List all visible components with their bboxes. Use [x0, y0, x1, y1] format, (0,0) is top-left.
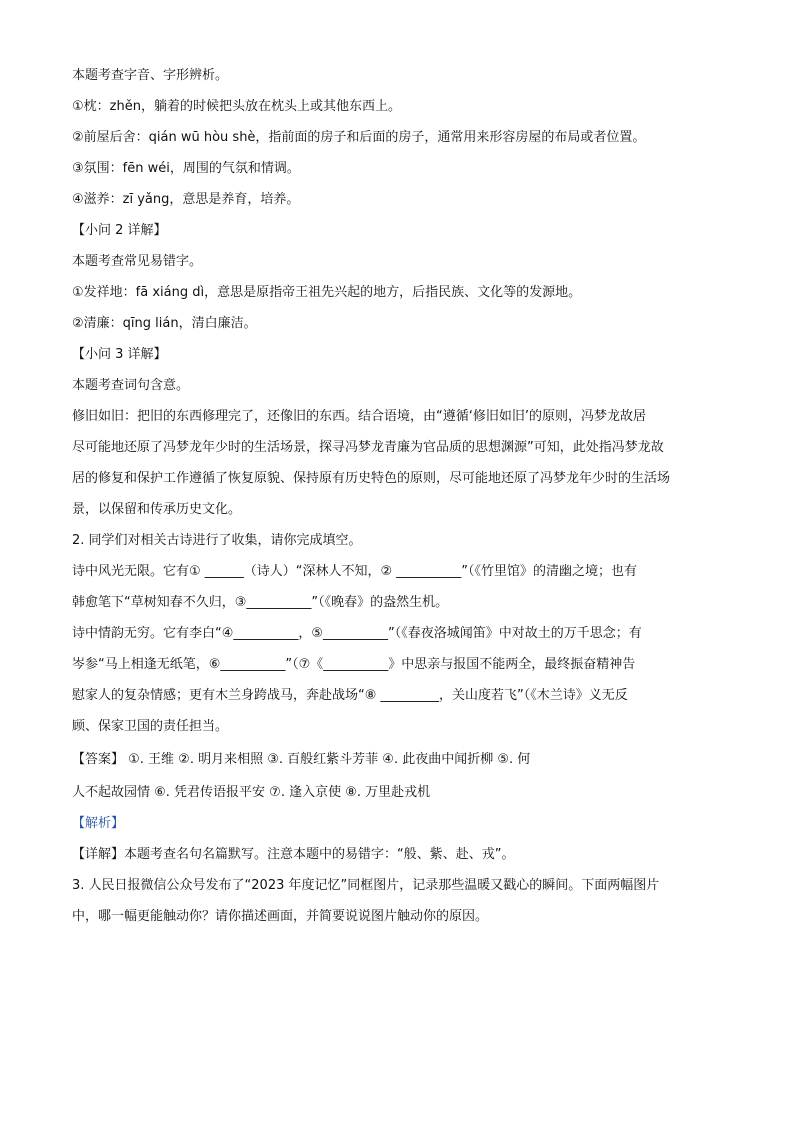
text-line: 顾、保家卫国的责任担当。 — [72, 719, 229, 734]
text-line: 本题考查字音、字形辨析。 — [72, 68, 229, 83]
text-line: ②清廉：qīng lián，清白廉洁。 — [72, 316, 257, 331]
text-line: 尽可能地还原了冯梦龙年少时的生活场景，探寻冯梦龙青廉为官品质的思想渊源”可知，此处指冯梦龙故 — [72, 440, 664, 455]
text-line: ①枕：zhěn，躺着的时候把头放在枕头上或其他东西上。 — [72, 99, 401, 114]
text-line: 慰家人的复杂情感；更有木兰身跨战马，奔赴战场“⑧ _________，关山度若飞”（《木兰诗》义无反 — [72, 688, 628, 703]
text-line: ③氛围：fēn wéi，周围的气氛和情调。 — [72, 161, 300, 176]
question-2: 2. 同学们对相关古诗进行了收集，请你完成填空。 — [72, 533, 362, 548]
text-line: 修旧如旧：把旧的东西修理完了，还像旧的东西。结合语境，由“遵循‘修旧如旧’的原则，冯梦龙故居 — [72, 409, 647, 424]
text-line: ④滋养：zī yǎng，意思是养育，培养。 — [72, 192, 300, 207]
text-line: 景，以保留和传承历史文化。 — [72, 502, 242, 517]
text-line: 本题考查词句含意。 — [72, 378, 190, 393]
text-line: 诗中情韵无穷。它有李白“④__________，⑤__________”（《春夜洛城闻笛》中对故土的万千思念；有 — [72, 626, 642, 641]
text-line: 【详解】本题考查名句名篇默写。注意本题中的易错字：“般、紫、赴、戎”。 — [72, 847, 515, 862]
section-heading: 【小问 2 详解】 — [72, 223, 167, 238]
answer-line: 【答案】 ①. 王维 ②. 明月来相照 ③. 百般红紫斗芳菲 ④. 此夜曲中闻折柳 ⑤. 何 — [72, 752, 531, 767]
answer-line: 人不起故园情 ⑥. 凭君传语报平安 ⑦. 逢入京使 ⑧. 万里赴戎机 — [72, 785, 431, 800]
text-line: ②前屋后舍：qián wū hòu shè，指前面的房子和后面的房子，通常用来形容房屋的布局或者位置。 — [72, 130, 646, 145]
text-line: ①发祥地：fā xiáng dì，意思是原指帝王祖先兴起的地方，后指民族、文化等的发源地。 — [72, 285, 582, 300]
text-line: 本题考查常见易错字。 — [72, 254, 203, 269]
text-line: 韩愈笔下“草树知春不久归，③__________”（《晚春》的盎然生机。 — [72, 595, 449, 610]
text-line: 居的修复和保护工作遵循了恢复原貌、保持原有历史特色的原则，尽可能地还原了冯梦龙年少时的生活场 — [72, 471, 671, 486]
text-line: 中，哪一幅更能触动你？请你描述画面，并简要说说图片触动你的原因。 — [72, 909, 489, 924]
analysis-label: 【解析】 — [72, 816, 125, 831]
question-3: 3. 人民日报微信公众号发布了“2023 年度记忆”同框图片，记录那些温暖又戳心的瞬间。下面两幅图片 — [72, 878, 660, 893]
text-line: 岑参“马上相逢无纸笔，⑥__________”（⑦《__________》中思亲与报国不能两全，最终振奋精神告 — [72, 657, 636, 672]
text-line: 诗中风光无限。它有① ______（诗人）“深林人不知，② __________”（《竹里馆》的清幽之境；也有 — [72, 564, 638, 579]
section-heading: 【小问 3 详解】 — [72, 347, 167, 362]
